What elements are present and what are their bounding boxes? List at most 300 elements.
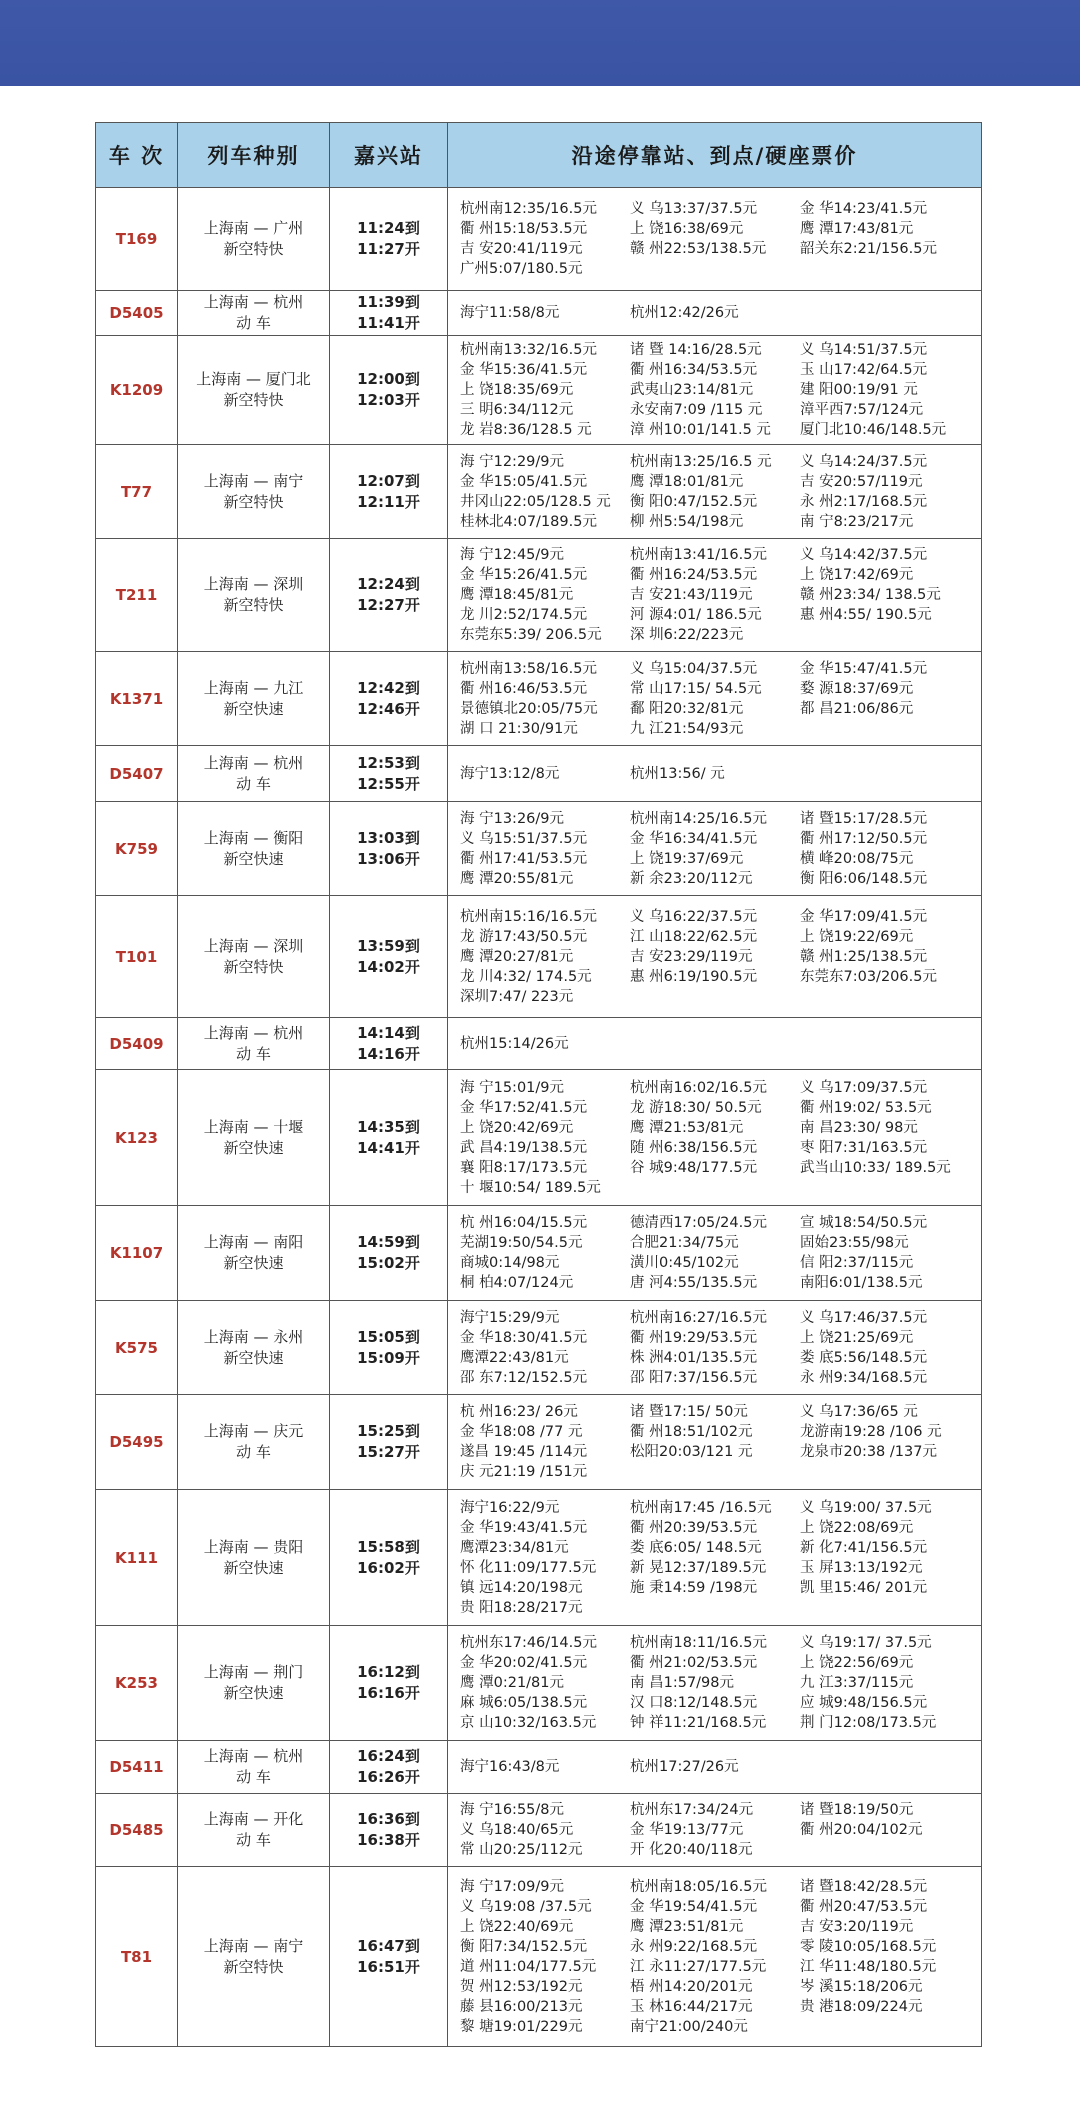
- stop-entry: 海宁11:58/8元: [460, 305, 560, 321]
- stop-entry: 金 华15:26/41.5元: [460, 567, 588, 583]
- arrival-time: 14:35到: [357, 1117, 420, 1136]
- stops-list: [460, 1633, 975, 1733]
- route-text: 上海南 — 杭州: [203, 1747, 304, 1765]
- top-banner: [0, 0, 1080, 86]
- stop-entry: 衢 州21:02/53.5元: [630, 1655, 758, 1671]
- stop-entry: 鹰 潭18:45/81元: [460, 587, 574, 603]
- table-row: [96, 291, 982, 336]
- stop-entry: 漳 州10:01/141.5 元: [630, 422, 771, 438]
- stop-entry: 吉 安20:57/119元: [800, 473, 923, 490]
- stop-entry: 龙 游18:30/ 50.5元: [630, 1099, 762, 1116]
- train-number: K1371: [96, 652, 178, 746]
- stop-entry: 义 乌17:46/37.5元: [800, 1309, 928, 1326]
- route-text: 上海南 — 开化: [203, 1810, 304, 1828]
- stop-entry: 鹰 潭21:53/81元: [630, 1119, 744, 1136]
- stop-entry: 杭州南16:27/16.5元: [630, 1309, 767, 1326]
- stop-entry: 上 饶21:25/69元: [800, 1329, 914, 1346]
- stop-entry: 惠 州4:55/ 190.5元: [800, 607, 932, 623]
- stop-entry: 龙 岩8:36/128.5 元: [460, 422, 592, 438]
- stop-entry: 龙 川4:32/ 174.5元: [460, 968, 592, 985]
- train-type-cell: [178, 746, 330, 802]
- train-class-text: 新空特快: [223, 391, 284, 409]
- stop-entry: 上 饶19:22/69元: [800, 928, 914, 945]
- stop-entry: 赣 州22:53/138.5元: [630, 241, 767, 257]
- departure-time: 15:27开: [357, 1443, 420, 1461]
- route-text: 上海南 — 南阳: [203, 1233, 304, 1251]
- stop-entry: 金 华18:30/41.5元: [460, 1329, 588, 1346]
- stop-entry: 上 饶22:56/69元: [800, 1655, 914, 1671]
- route-text: 上海南 — 贵阳: [203, 1537, 304, 1556]
- train-type-cell: [178, 896, 330, 1018]
- table-row: [96, 746, 982, 802]
- stop-entry: 十 堰10:54/ 189.5元: [460, 1179, 601, 1196]
- stop-entry: 永 州9:34/168.5元: [800, 1369, 928, 1386]
- stops-list: [460, 1034, 975, 1054]
- stop-entry: 松阳20:03/121 元: [630, 1444, 753, 1460]
- arrival-time: 11:39到: [357, 293, 420, 311]
- stop-entry: 鹰 潭20:55/81元: [460, 870, 574, 887]
- stop-entry: 鹰潭23:34/81元: [460, 1539, 569, 1556]
- train-number: T101: [96, 896, 178, 1018]
- table-row: [96, 802, 982, 896]
- header-station: 嘉兴站: [330, 123, 448, 188]
- stop-entry: 枣 阳7:31/163.5元: [800, 1139, 928, 1156]
- table-row: [96, 1794, 982, 1867]
- stop-entry: 义 乌14:51/37.5元: [800, 342, 928, 358]
- train-class-text: 动 车: [236, 1044, 271, 1063]
- jiaxing-time-cell: [330, 1490, 448, 1626]
- train-type-cell: [178, 1395, 330, 1490]
- stop-entry: 施 秉14:59 /198元: [630, 1579, 758, 1596]
- stop-entry: 永 州2:17/168.5元: [800, 493, 928, 510]
- departure-time: 16:26开: [357, 1768, 420, 1786]
- train-class-text: 新空快速: [223, 849, 284, 868]
- stop-entry: 江 山18:22/62.5元: [630, 928, 758, 945]
- stop-entry: 凯 里15:46/ 201元: [800, 1579, 928, 1596]
- stop-entry: 娄 底5:56/148.5元: [800, 1349, 928, 1366]
- stops-list: [460, 340, 975, 440]
- stop-entry: 衢 州19:29/53.5元: [630, 1329, 758, 1346]
- stop-entry: 海 宁15:01/9元: [460, 1079, 565, 1096]
- stop-entry: 景德镇北20:05/75元: [460, 700, 598, 717]
- train-class-text: 新空快速: [223, 699, 284, 718]
- arrival-time: 16:36到: [357, 1810, 420, 1828]
- header-stops: 沿途停靠站、到点/硬座票价: [448, 123, 982, 188]
- stop-entry: 镇 远14:20/198元: [460, 1579, 583, 1596]
- route-text: 上海南 — 广州: [203, 219, 304, 237]
- stop-entry: 建 阳00:19/91 元: [800, 382, 918, 398]
- train-type-cell: [178, 291, 330, 336]
- stops-list: [460, 1402, 975, 1482]
- stops-cell: [448, 445, 982, 539]
- train-number: D5409: [96, 1018, 178, 1070]
- stop-entry: 南 昌23:30/ 98元: [800, 1119, 918, 1136]
- stop-entry: 衢 州19:02/ 53.5元: [800, 1099, 932, 1116]
- stops-cell: [448, 652, 982, 746]
- stop-entry: 新 余23:20/112元: [630, 870, 753, 887]
- stop-entry: 九 江3:37/115元: [800, 1675, 914, 1691]
- stop-entry: 海宁13:12/8元: [460, 765, 560, 782]
- departure-time: 15:02开: [357, 1254, 420, 1272]
- table-row: [96, 1018, 982, 1070]
- stop-entry: 诸 暨 14:16/28.5元: [630, 342, 762, 358]
- train-number: K253: [96, 1626, 178, 1741]
- stops-list: [460, 1498, 975, 1618]
- stops-cell: [448, 896, 982, 1018]
- stop-entry: 荆 门12:08/173.5元: [800, 1715, 937, 1731]
- stop-entry: 杭州南17:45 /16.5元: [630, 1499, 772, 1516]
- route-text: 上海南 — 杭州: [203, 1023, 304, 1042]
- stop-entry: 金 华17:09/41.5元: [800, 908, 928, 925]
- table-row: [96, 188, 982, 291]
- stop-entry: 上 饶17:42/69元: [800, 567, 914, 583]
- stop-entry: 武当山10:33/ 189.5元: [800, 1159, 951, 1176]
- stop-entry: 上 饶22:08/69元: [800, 1519, 914, 1536]
- stop-entry: 金 华15:05/41.5元: [460, 473, 588, 490]
- train-number: K575: [96, 1301, 178, 1395]
- jiaxing-time-cell: [330, 1018, 448, 1070]
- train-number: D5495: [96, 1395, 178, 1490]
- stop-entry: 鹰 潭17:43/81元: [800, 221, 914, 237]
- departure-time: 13:06开: [357, 849, 420, 868]
- stop-entry: 鹰潭22:43/81元: [460, 1349, 569, 1366]
- stop-entry: 邵 阳7:37/156.5元: [630, 1369, 758, 1386]
- stop-entry: 藤 县16:00/213元: [460, 1998, 583, 2015]
- stop-entry: 玉 林16:44/217元: [630, 1998, 753, 2015]
- stop-entry: 衢 州20:39/53.5元: [630, 1519, 758, 1536]
- jiaxing-time-cell: [330, 1794, 448, 1867]
- stop-entry: 黎 塘19:01/229元: [460, 2018, 583, 2035]
- stop-entry: 杭州南16:02/16.5元: [630, 1079, 767, 1096]
- departure-time: 14:16开: [357, 1044, 420, 1063]
- stop-entry: 贵 阳18:28/217元: [460, 1599, 583, 1616]
- train-class-text: 动 车: [236, 1768, 271, 1786]
- stop-entry: 衡 阳7:34/152.5元: [460, 1938, 588, 1955]
- table-row: [96, 1070, 982, 1206]
- route-text: 上海南 — 南宁: [203, 471, 304, 490]
- stops-cell: [448, 336, 982, 445]
- stop-entry: 义 乌14:24/37.5元: [800, 453, 928, 470]
- jiaxing-time-cell: [330, 1070, 448, 1206]
- table-row: [96, 539, 982, 652]
- train-class-text: 新空特快: [223, 240, 284, 258]
- stop-entry: 海 宁13:26/9元: [460, 810, 565, 827]
- train-class-text: 动 车: [236, 314, 271, 332]
- stop-entry: 金 华16:34/41.5元: [630, 830, 758, 847]
- stop-entry: 芜湖19:50/54.5元: [460, 1235, 583, 1251]
- train-type-cell: [178, 445, 330, 539]
- stop-entry: 杭州南14:25/16.5元: [630, 810, 767, 827]
- jiaxing-time-cell: [330, 445, 448, 539]
- stop-entry: 义 乌19:00/ 37.5元: [800, 1499, 932, 1516]
- table-row: [96, 1626, 982, 1741]
- stop-entry: 吉 安21:43/119元: [630, 587, 753, 603]
- table-row: [96, 1741, 982, 1794]
- stop-entry: 衢 州17:12/50.5元: [800, 830, 928, 847]
- stop-entry: 金 华17:52/41.5元: [460, 1099, 588, 1116]
- train-class-text: 新空快速: [223, 1254, 284, 1272]
- jiaxing-time-cell: [330, 1395, 448, 1490]
- route-text: 上海南 — 深圳: [203, 936, 304, 955]
- stop-entry: 鹰 潭23:51/81元: [630, 1918, 744, 1935]
- stop-entry: 海 宁12:45/9元: [460, 547, 565, 563]
- stop-entry: 海宁15:29/9元: [460, 1309, 560, 1326]
- stop-entry: 诸 暨18:42/28.5元: [800, 1878, 928, 1895]
- stop-entry: 新 化7:41/156.5元: [800, 1539, 928, 1556]
- stops-list: [460, 1757, 975, 1777]
- stop-entry: 龙游南19:28 /106 元: [800, 1424, 942, 1440]
- stops-list: [460, 545, 975, 645]
- stop-entry: 永安南7:09 /115 元: [630, 402, 763, 418]
- stop-entry: 赣 州23:34/ 138.5元: [800, 587, 941, 603]
- stop-entry: 杭州南15:16/16.5元: [460, 908, 597, 925]
- stops-cell: [448, 539, 982, 652]
- stop-entry: 桐 柏4:07/124元: [460, 1275, 574, 1291]
- departure-time: 12:55开: [357, 774, 420, 793]
- jiaxing-time-cell: [330, 746, 448, 802]
- table-row: [96, 896, 982, 1018]
- stops-cell: [448, 1395, 982, 1490]
- stop-entry: 杭州12:42/26元: [630, 305, 739, 321]
- stop-entry: 杭 州16:23/ 26元: [460, 1404, 578, 1420]
- stop-entry: 杭州南13:58/16.5元: [460, 660, 597, 677]
- stop-entry: 诸 暨17:15/ 50元: [630, 1404, 748, 1420]
- stop-entry: 海宁16:43/8元: [460, 1759, 560, 1775]
- stop-entry: 三 明6:34/112元: [460, 402, 574, 418]
- timetable: [95, 122, 982, 2047]
- stops-cell: [448, 1867, 982, 2047]
- stop-entry: 河 源4:01/ 186.5元: [630, 607, 762, 623]
- stop-entry: 杭州13:56/ 元: [630, 765, 725, 782]
- train-type-cell: [178, 652, 330, 746]
- stop-entry: 义 乌19:08 /37.5元: [460, 1898, 592, 1915]
- stop-entry: 零 陵10:05/168.5元: [800, 1938, 937, 1955]
- stop-entry: 婺 源18:37/69元: [800, 680, 914, 697]
- stop-entry: 南 昌1:57/98元: [630, 1675, 735, 1691]
- stop-entry: 道 州11:04/177.5元: [460, 1958, 597, 1975]
- departure-time: 14:02开: [357, 957, 420, 976]
- stop-entry: 谷 城9:48/177.5元: [630, 1159, 758, 1176]
- stop-entry: 襄 阳8:17/173.5元: [460, 1159, 588, 1176]
- train-class-text: 新空特快: [223, 957, 284, 976]
- stop-entry: 深圳7:47/ 223元: [460, 988, 574, 1005]
- stop-entry: 义 乌14:42/37.5元: [800, 547, 928, 563]
- stop-entry: 桂林北4:07/189.5元: [460, 513, 597, 530]
- table-row: [96, 652, 982, 746]
- stop-entry: 潢川0:45/102元: [630, 1255, 739, 1271]
- stop-entry: 义 乌15:04/37.5元: [630, 660, 758, 677]
- jiaxing-time-cell: [330, 336, 448, 445]
- arrival-time: 16:12到: [357, 1663, 420, 1681]
- stop-entry: 广州5:07/180.5元: [460, 261, 583, 277]
- stop-entry: 韶关东2:21/156.5元: [800, 241, 937, 257]
- stop-entry: 麻 城6:05/138.5元: [460, 1695, 588, 1711]
- stop-entry: 上 饶19:37/69元: [630, 850, 744, 867]
- jiaxing-time-cell: [330, 188, 448, 291]
- stops-cell: [448, 1490, 982, 1626]
- header-train-no: 车 次: [96, 123, 178, 188]
- stop-entry: 义 乌16:22/37.5元: [630, 908, 758, 925]
- stop-entry: 井冈山22:05/128.5 元: [460, 493, 611, 510]
- table-row: [96, 1867, 982, 2047]
- stop-entry: 衢 州17:41/53.5元: [460, 850, 588, 867]
- stops-list: [460, 659, 975, 739]
- departure-time: 12:46开: [357, 699, 420, 718]
- stop-entry: 南阳6:01/138.5元: [800, 1275, 923, 1291]
- arrival-time: 12:42到: [357, 678, 420, 697]
- departure-time: 12:11开: [357, 492, 420, 511]
- stop-entry: 杭州15:14/26元: [460, 1035, 569, 1052]
- train-number: D5407: [96, 746, 178, 802]
- stop-entry: 衢 州16:24/53.5元: [630, 567, 758, 583]
- stop-entry: 杭州南13:25/16.5 元: [630, 453, 772, 470]
- route-text: 上海南 — 杭州: [203, 293, 304, 311]
- stop-entry: 钟 祥11:21/168.5元: [630, 1715, 767, 1731]
- train-class-text: 新空快速: [223, 1348, 284, 1367]
- train-class-text: 新空快速: [223, 1558, 284, 1577]
- stop-entry: 汉 口8:12/148.5元: [630, 1695, 758, 1711]
- stop-entry: 永 州9:22/168.5元: [630, 1938, 758, 1955]
- train-type-cell: [178, 802, 330, 896]
- departure-time: 11:41开: [357, 314, 420, 332]
- header-row: [96, 123, 982, 188]
- train-number: D5405: [96, 291, 178, 336]
- stop-entry: 鄱 阳20:32/81元: [630, 700, 744, 717]
- jiaxing-time-cell: [330, 896, 448, 1018]
- stop-entry: 湖 口 21:30/91元: [460, 720, 578, 737]
- stop-entry: 东莞东7:03/206.5元: [800, 968, 937, 985]
- jiaxing-time-cell: [330, 1867, 448, 2047]
- stop-entry: 岑 溪15:18/206元: [800, 1978, 923, 1995]
- stop-entry: 玉 山17:42/64.5元: [800, 362, 928, 378]
- stop-entry: 义 乌17:09/37.5元: [800, 1079, 928, 1096]
- departure-time: 12:27开: [357, 596, 420, 614]
- stop-entry: 杭 州16:04/15.5元: [460, 1215, 588, 1231]
- stop-entry: 贺 州12:53/192元: [460, 1978, 583, 1995]
- stop-entry: 吉 安20:41/119元: [460, 241, 583, 257]
- stops-list: [460, 1078, 975, 1198]
- train-class-text: 新空特快: [223, 1957, 284, 1976]
- arrival-time: 11:24到: [357, 219, 420, 237]
- stop-entry: 衢 州16:34/53.5元: [630, 362, 758, 378]
- arrival-time: 14:59到: [357, 1233, 420, 1251]
- stops-cell: [448, 746, 982, 802]
- stop-entry: 诸 暨18:19/50元: [800, 1802, 914, 1818]
- departure-time: 16:38开: [357, 1831, 420, 1849]
- stop-entry: 金 华15:47/41.5元: [800, 660, 928, 677]
- stop-entry: 衢 州20:04/102元: [800, 1822, 923, 1838]
- jiaxing-time-cell: [330, 539, 448, 652]
- stop-entry: 金 华18:08 /77 元: [460, 1424, 583, 1440]
- train-type-cell: [178, 1794, 330, 1867]
- stop-entry: 杭州南12:35/16.5元: [460, 201, 597, 217]
- route-text: 上海南 — 杭州: [203, 753, 304, 772]
- stop-entry: 遂昌 19:45 /114元: [460, 1444, 588, 1460]
- departure-time: 12:03开: [357, 391, 420, 409]
- stop-entry: 新 晃12:37/189.5元: [630, 1559, 767, 1576]
- train-type-cell: [178, 1206, 330, 1301]
- train-type-cell: [178, 1741, 330, 1794]
- table-row: [96, 445, 982, 539]
- stop-entry: 义 乌18:40/65元: [460, 1822, 574, 1838]
- stop-entry: 娄 底6:05/ 148.5元: [630, 1539, 762, 1556]
- route-text: 上海南 — 南宁: [203, 1936, 304, 1955]
- train-number: T169: [96, 188, 178, 291]
- stop-entry: 商城0:14/98元: [460, 1255, 560, 1271]
- arrival-time: 12:07到: [357, 471, 420, 490]
- train-class-text: 新空特快: [223, 596, 284, 614]
- stop-entry: 漳平西7:57/124元: [800, 402, 924, 418]
- stop-entry: 鹰 潭0:21/81元: [460, 1675, 565, 1691]
- stop-entry: 上 饶20:42/69元: [460, 1119, 574, 1136]
- arrival-time: 15:58到: [357, 1537, 420, 1556]
- train-number: T211: [96, 539, 178, 652]
- stop-entry: 衢 州15:18/53.5元: [460, 221, 588, 237]
- stop-entry: 金 华19:43/41.5元: [460, 1519, 588, 1536]
- stops-list: [460, 907, 975, 1007]
- stop-entry: 上 饶18:35/69元: [460, 382, 574, 398]
- train-type-cell: [178, 1626, 330, 1741]
- train-number: K759: [96, 802, 178, 896]
- stop-entry: 杭州南13:32/16.5元: [460, 342, 597, 358]
- stop-entry: 上 饶16:38/69元: [630, 221, 744, 237]
- stop-entry: 武 昌4:19/138.5元: [460, 1139, 588, 1156]
- stop-entry: 江 永11:27/177.5元: [630, 1958, 767, 1975]
- departure-time: 15:09开: [357, 1348, 420, 1367]
- stops-list: [460, 1213, 975, 1293]
- arrival-time: 12:00到: [357, 370, 420, 388]
- stop-entry: 杭州南18:05/16.5元: [630, 1878, 767, 1895]
- stop-entry: 义 乌19:17/ 37.5元: [800, 1635, 932, 1651]
- stop-entry: 宣 城18:54/50.5元: [800, 1215, 928, 1231]
- stop-entry: 常 山17:15/ 54.5元: [630, 680, 762, 697]
- train-type-cell: [178, 1301, 330, 1395]
- stop-entry: 衡 阳0:47/152.5元: [630, 493, 758, 510]
- stop-entry: 金 华15:36/41.5元: [460, 362, 588, 378]
- stop-entry: 金 华19:13/77元: [630, 1822, 744, 1838]
- stop-entry: 唐 河4:55/135.5元: [630, 1275, 758, 1291]
- jiaxing-time-cell: [330, 1626, 448, 1741]
- stop-entry: 杭州17:27/26元: [630, 1759, 739, 1775]
- stop-entry: 东莞东5:39/ 206.5元: [460, 627, 602, 643]
- stops-cell: [448, 1018, 982, 1070]
- stop-entry: 海 宁17:09/9元: [460, 1878, 565, 1895]
- stop-entry: 德清西17:05/24.5元: [630, 1215, 767, 1231]
- stop-entry: 吉 安3:20/119元: [800, 1918, 914, 1935]
- stop-entry: 龙泉市20:38 /137元: [800, 1444, 937, 1460]
- stop-entry: 杭州东17:34/24元: [630, 1802, 754, 1818]
- train-number: D5411: [96, 1741, 178, 1794]
- arrival-time: 13:03到: [357, 828, 420, 847]
- departure-time: 16:51开: [357, 1957, 420, 1976]
- stop-entry: 固始23:55/98元: [800, 1235, 909, 1251]
- arrival-time: 16:47到: [357, 1936, 420, 1955]
- stop-entry: 鹰 潭18:01/81元: [630, 473, 744, 490]
- stop-entry: 杭州南18:11/16.5元: [630, 1635, 767, 1651]
- stop-entry: 杭州东17:46/14.5元: [460, 1635, 597, 1651]
- stop-entry: 衢 州16:46/53.5元: [460, 680, 588, 697]
- stop-entry: 赣 州1:25/138.5元: [800, 948, 928, 965]
- stop-entry: 鹰 潭20:27/81元: [460, 948, 574, 965]
- stop-entry: 深 圳6:22/223元: [630, 627, 744, 643]
- stops-list: [460, 303, 975, 323]
- departure-time: 16:16开: [357, 1684, 420, 1702]
- stops-cell: [448, 802, 982, 896]
- stop-entry: 杭州南13:41/16.5元: [630, 547, 767, 563]
- table-row: [96, 336, 982, 445]
- stop-entry: 九 江21:54/93元: [630, 720, 744, 737]
- stops-cell: [448, 291, 982, 336]
